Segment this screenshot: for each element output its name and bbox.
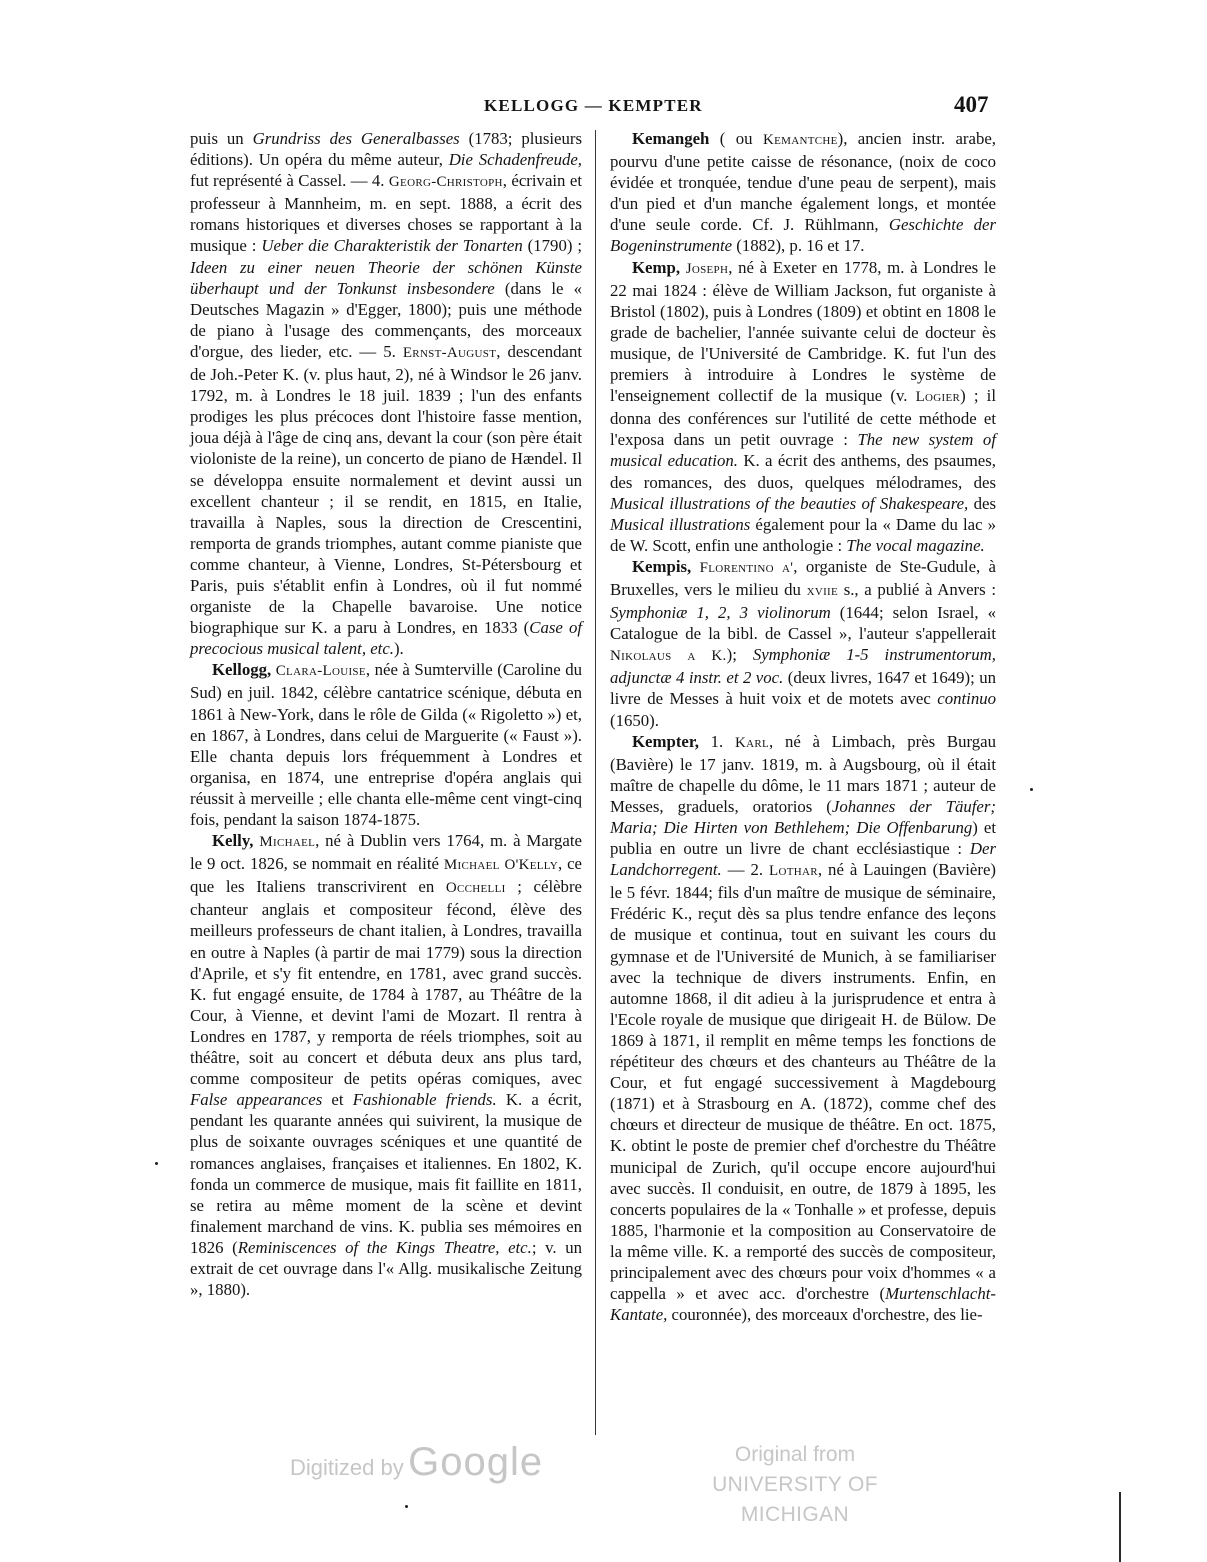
running-title: KELLOGG — KEMPTER [484,96,703,115]
page-number: 407 [954,92,989,117]
running-head [0,92,1207,122]
margin-speck [405,1505,408,1508]
headword: Kempter, [632,731,699,751]
scan-edge-mark [1119,1492,1121,1562]
margin-speck [155,1162,158,1165]
digitized-by-google-watermark: Digitized by Google [290,1440,544,1484]
entry-kempis: Kempis, Florentino a', organiste de Ste-Gudule, à Bruxelles, vers le milieu du xviie s., a publié à Anvers : Symphoniæ 1, 2, 3 violinorum (1644; selon Israel, « Catalogue de la bibl. de Cassel », l'auteur s'appellerait Nikolaus a K.); Symphoniæ 1-5 instrumentorum, adjunctæ 4 instr. et 2 voc. (deux livres, 1647 et 1649); un livre de Messes à huit voix et de motets avec continuo (1650). [610,556,997,730]
headword: Kemp, [632,257,681,277]
google-logo: Google [408,1440,544,1484]
headword: Kempis, [632,556,692,576]
headword: Kemangeh [632,129,710,148]
entry-kemangeh: Kemangeh ( ou Kemantche), ancien instr. arabe, pourvu d'une petite caisse de résonance, (noix de coco évidée et tronquée, tendue d'une peau de serpent), mais d'un pied et d'un manche également longs, et montée d'une seule corde. Cf. J. Rühlmann, Geschichte der Bogeninstrumente (1882), p. 16 et 17. [610,129,996,256]
entry-kempter: Kempter, 1. Karl, né à Limbach, près Burgau (Bavière) le 17 janv. 1819, m. à Augsbourg, où il était maître de chapelle du dôme, le 11 mars 1871 ; auteur de Messes, graduels, oratorios (Johannes der Täufer; Maria; Die Hirten von Bethlehem; Die Offenbarung) et publia en outre un livre de chant ecclésiastique : Der Landchorregent. — 2. Lothar, né à Lauingen (Bavière) le 5 févr. 1844; fils d'un maître de musique de séminaire, Frédéric K., reçut dès sa plus tendre enfance des leçons de musique et continua, tout en suivant les cours du gymnase et de l'Université de Munich, à se familiariser avec la technique de divers instruments. Enfin, en automne 1868, il dit adieu à la jurisprudence et entra à l'Ecole royale de musique que dirigeait H. de Bülow. De 1869 à 1871, il remplit en même temps les fonctions de répétiteur des chœurs et des chanteurs au Théâtre de la Cour, et fut engagé successivement à Magdebourg (1871) et à Strasbourg en A. (1872), comme chef des chœurs et directeur de musique de théâtre. En oct. 1875, K. obtint le poste de premier chef d'orchestre du Théâtre municipal de Zurich, qu'il occupe encore aujourd'hui avec succès. Il conduisit, en outre, de 1879 à 1895, les concerts populaires de la « Tonhalle » et professe, depuis 1885, l'harmonie et la composition au Conservatoire de la même ville. K. a remporté des succès de compositeur, principalement avec des chœurs pour voix d'hommes « a cappella » et avec acc. d'orchestre (Murtenschlacht-Kantate, couronnée), des morceaux d'orchestre, des lie- [610,731,997,1325]
entry-kellogg: Kellogg, Clara-Louise, née à Sumterville (Caroline du Sud) en juil. 1842, célèbre cantatrice scénique, débuta en 1861 à New-York, dans le rôle de Gilda (« Rigoletto ») et, en 1867, à Londres, dans celui de Marguerite (« Faust »). Elle chanta depuis lors fréquemment à Londres et organisa, en 1874, une entreprise d'opéra anglais qui réussit à merveille ; elle chanta elle-même cent vingt-cinq fois, pendant la saison 1874-1875. [190,660,582,829]
entry-continuation-kellner: puis un Grundriss des Generalbasses (1783; plusieurs éditions). Un opéra du même auteur, Die Schadenfreude, fut représenté à Cassel. — 4. Georg-Christoph, écrivain et professeur à Mannheim, m. en sept. 1888, a écrit des romans historiques et diverses choses se rapportant à la musique : Ueber die Charakteristik der Tonarten (1790) ; Ideen zu einer neuen Theorie der schönen Künste überhaupt und der Tonkunst insbesondere (dans le « Deutsches Magazin » d'Egger, 1800); puis une méthode de piano à l'usage des commençants, des morceaux d'orgue, des lieder, etc. — 5. Ernst-August, descendant de Joh.-Peter K. (v. plus haut, 2), né à Windsor le 26 janv. 1792, m. à Londres le 18 juil. 1839 ; l'un des enfants prodiges les plus précoces dont l'histoire fasse mention, joua déjà à l'âge de cinq ans, devant la cour (son père était violoniste de la reine), un concerto de piano de Hændel. Il se développa ensuite normalement et devint aussi un excellent chanteur ; il se rendit, en 1815, en Italie, travailla à Naples, sous la direction de Crescentini, remporta de grands triomphes, autant comme pianiste que comme chanteur, à Vienne, Londres, St-Pétersbourg et Paris, puis s'établit enfin à Londres, où il fut nommé organiste de la Chapelle bavaroise. Une notice biographique sur K. a paru à Londres, en 1833 (Case of precocious musical talent, etc.). [190,129,583,659]
margin-speck [1030,788,1033,791]
left-column [190,128,582,1300]
headword: Kellogg, [212,660,272,680]
headword: Kelly, [212,831,254,851]
entry-kelly: Kelly, Michael, né à Dublin vers 1764, m. à Margate le 9 oct. 1826, se nommait en réalité Michael O'Kelly, ce que les Italiens transcrivirent en Occhelli ; célèbre chanteur anglais et compositeur fécond, élève des meilleurs professeurs de chant italien, à Londres, travailla en outre à Naples (à partir de mai 1779) sous la direction d'Aprile, et s'y fit entendre, en 1781, avec grand succès. K. fut engagé ensuite, de 1784 à 1787, au Théâtre de la Cour, à Vienne, et devint l'ami de Mozart. Il rentra à Londres en 1787, y remporta de réels triomphes, soit au théâtre, soit au concert et débuta deux ans plus tard, comme compositeur de petits opéras comiques, avec False appearances et Fashionable friends. K. a écrit, pendant les quarante années qui suivirent, la musique de plus de soixante ouvrages scéniques et une quantité de romances anglaises, françaises et italiennes. En 1802, K. fonda un commerce de musique, mais fit faillite en 1811, se retira au même moment de la scène et devint finalement marchand de vins. K. publia ses mémoires en 1826 (Reminiscences of the Kings Theatre, etc.; v. un extrait de cet ouvrage dans l'« Allg. musikalische Zeitung », 1880). [190,831,582,1300]
right-column [610,128,996,1325]
original-from-watermark: Original from UNIVERSITY OF MICHIGAN [712,1443,878,1526]
entry-kemp: Kemp, Joseph, né à Exeter en 1778, m. à Londres le 22 mai 1824 : élève de William Jackson, fut organiste à Bristol (1802), puis à Londres (1809) et obtint en 1808 le grade de bachelier, l'année suivante celui de docteur ès musique, de l'Université de Cambridge. K. fut l'un des premiers à introduire à Londres le système de l'enseignement collectif de la musique (v. Logier) ; il donna des conférences sur l'utilité de cette méthode et l'exposa dans un petit ouvrage : The new system of musical education. K. a écrit des anthems, des psaumes, des romances, des duos, quelques mélodrames, des Musical illustrations of the beauties of Shakespeare, des Musical illustrations également pour la « Dame du lac » de W. Scott, enfin une anthologie : The vocal magazine. [610,257,997,555]
column-divider [595,130,596,1435]
